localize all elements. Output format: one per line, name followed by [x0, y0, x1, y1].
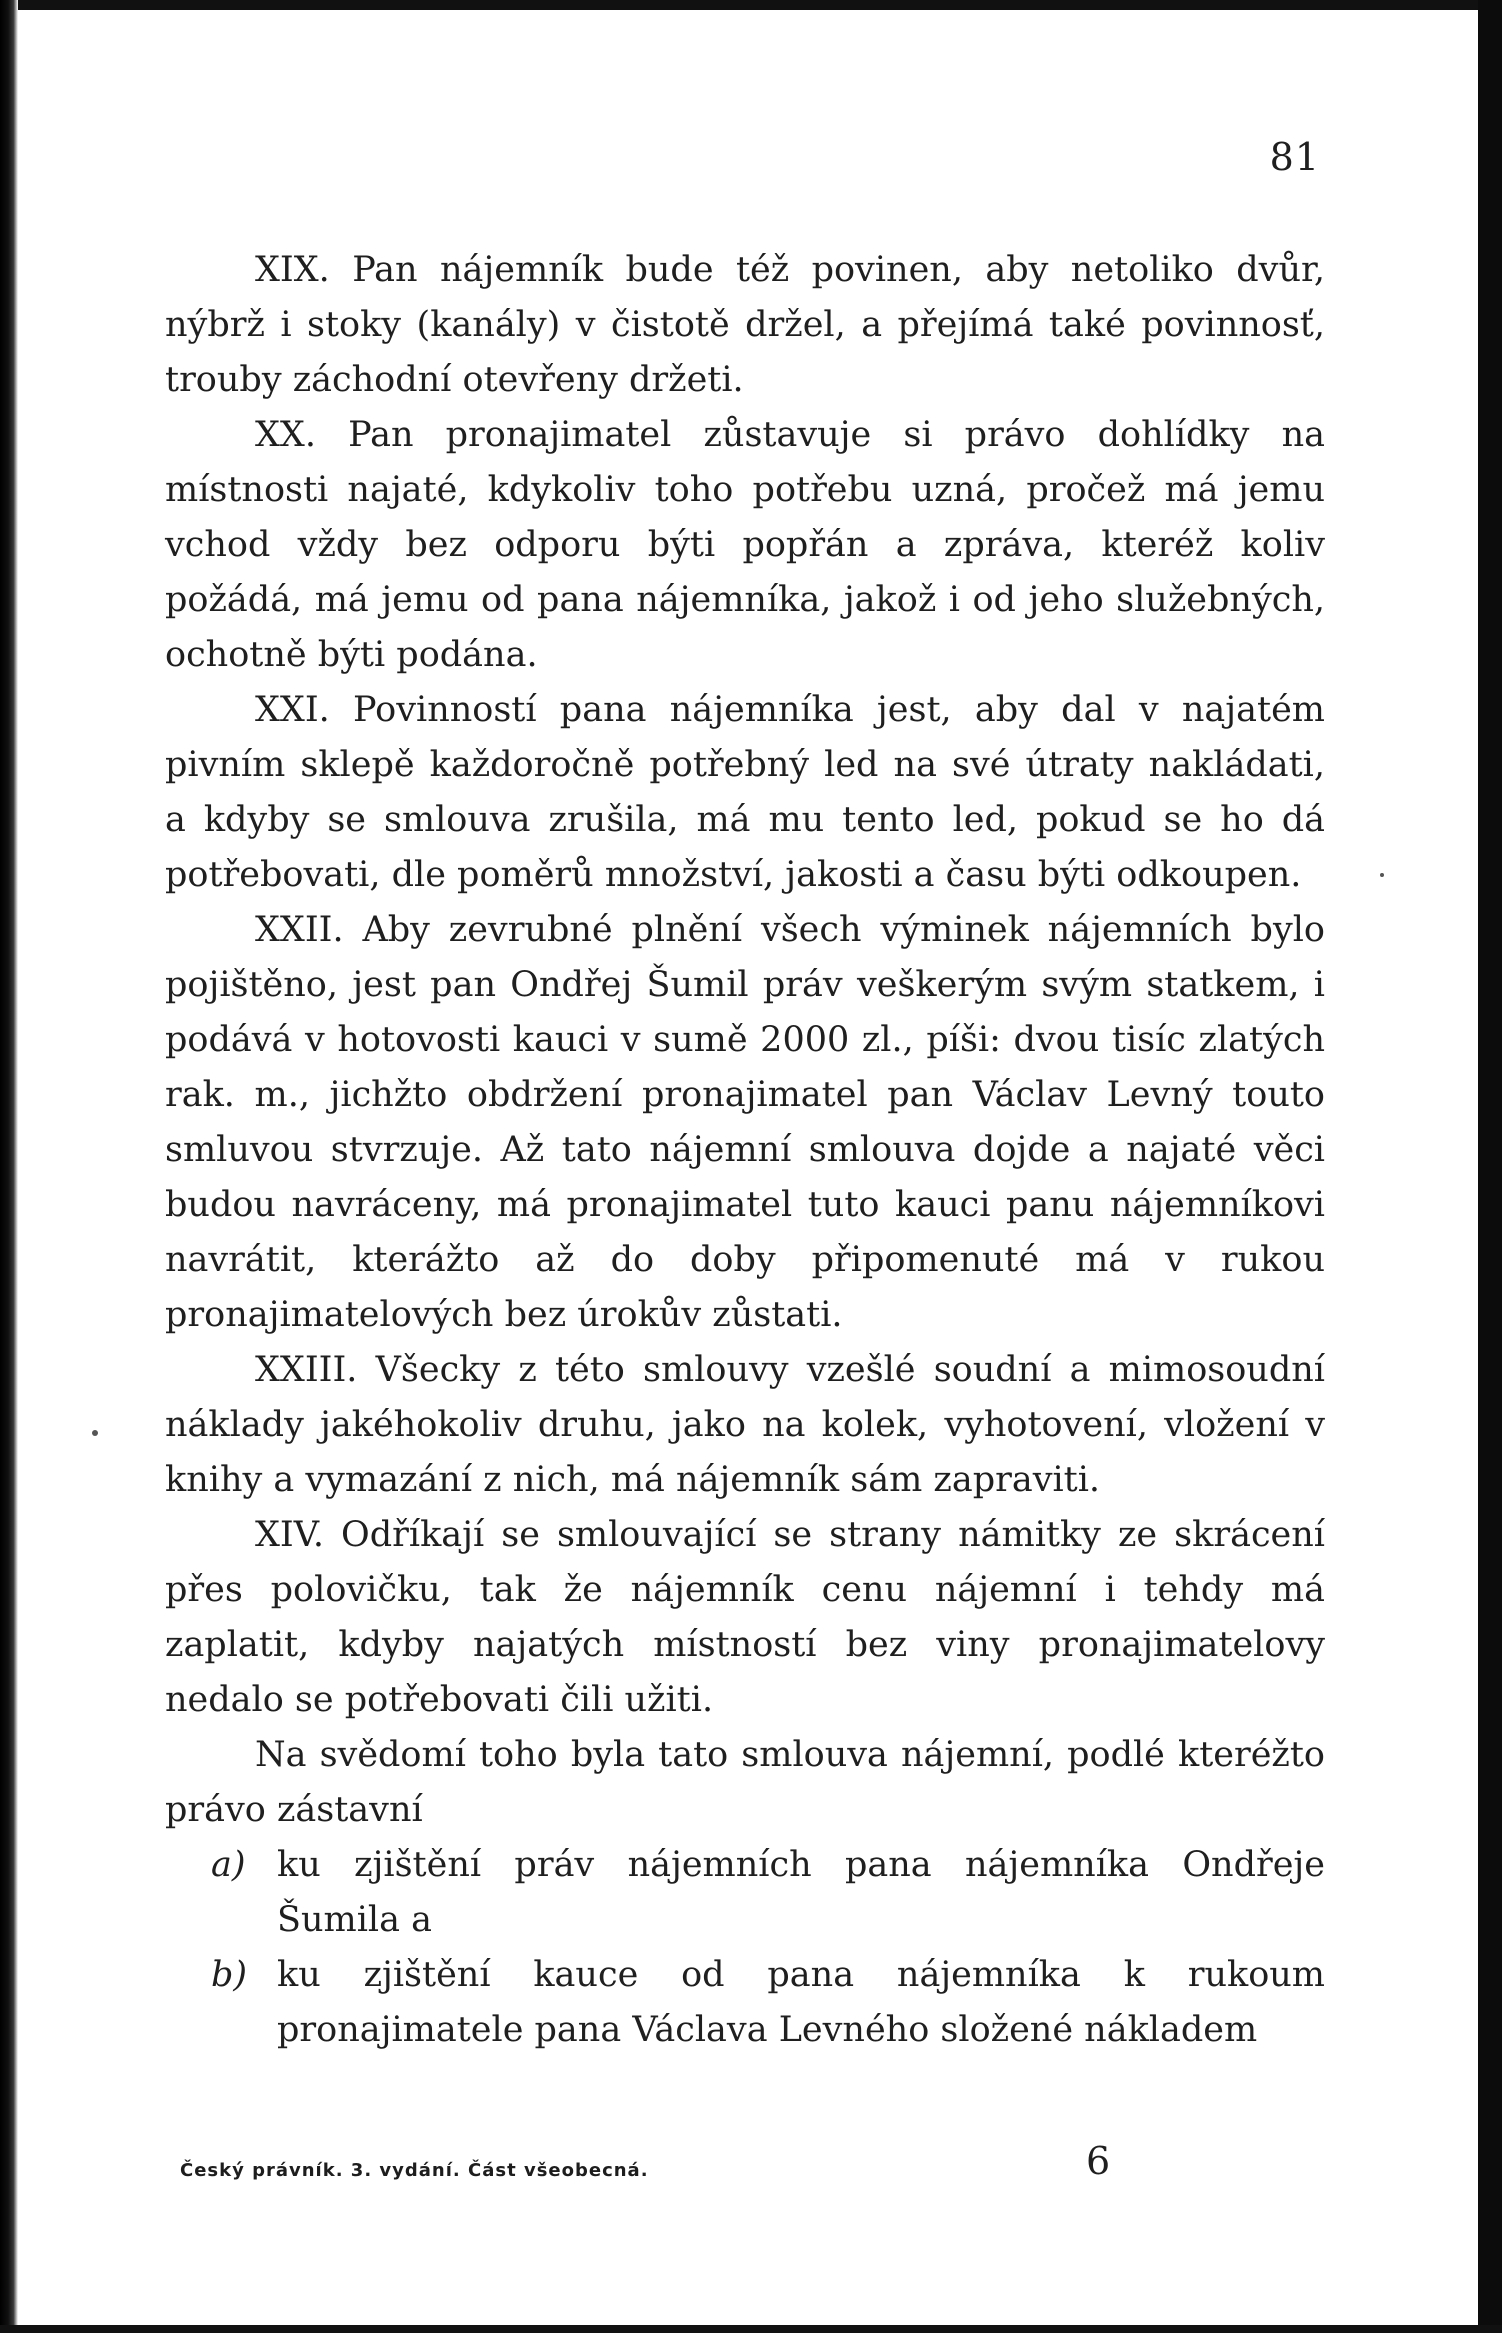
list-item-b	[165, 1948, 1325, 2058]
closing-paragraph: Na svědomí toho byla tato smlouva nájemní, podlé kteréžto právo zástavní	[165, 1735, 1325, 1830]
scan-edge-left	[0, 0, 18, 2333]
scan-edge-bottom	[0, 2325, 1502, 2333]
list-text-b: ku zjištění kauce od pana nájemníka k rukoum pronajimatele pana Václava Levného složené nákladem	[277, 1955, 1325, 2050]
list-item-a	[165, 1838, 1325, 1948]
list-marker-b: b)	[211, 1955, 248, 1995]
page-number: 81	[1269, 135, 1320, 179]
scan-edge-top	[0, 0, 1502, 10]
document-body	[165, 243, 1325, 2058]
scan-edge-right	[1478, 0, 1502, 2333]
print-speck	[1380, 873, 1384, 877]
print-speck	[92, 1430, 98, 1436]
article-xxii: XXII. Aby zevrubné plnění všech výminek nájemních bylo pojištěno, jest pan Ondřej Šumil práv veškerým svým statkem, i podává v hotovosti kauci v sumě 2000 zl., píši: dvou tisíc zlatých rak. m., jichžto obdržení pronajimatel pan Václav Levný touto smluvou stvrzuje. Až tato nájemní smlouva dojde a najaté věci budou navráceny, má pronajimatel tuto kauci panu nájemníkovi navrátit, kterážto až do doby připomenuté má v rukou pronajimatelových bez úrokův zůstati.	[165, 910, 1325, 1335]
article-xx: XX. Pan pronajimatel zůstavuje si právo dohlídky na místnosti najaté, kdykoliv toho potřebu uzná, pročež má jemu vchod vždy bez odporu býti popřán a zpráva, kteréž koliv požádá, má jemu od pana nájemníka, jakož i od jeho služebných, ochotně býti podána.	[165, 415, 1325, 675]
list-text-a: ku zjištění práv nájemních pana nájemníka Ondřeje Šumila a	[277, 1845, 1325, 1940]
article-xxi: XXI. Povinností pana nájemníka jest, aby dal v najatém pivním sklepě každoročně potřebný led na své útraty nakládati, a kdyby se smlouva zrušila, má mu tento led, pokud se ho dá potřebovati, dle poměrů množství, jakosti a času býti odkoupen.	[165, 690, 1325, 895]
article-xxiii: XXIII. Všecky z této smlouvy vzešlé soudní a mimosoudní náklady jakéhokoliv druhu, jako na kolek, vyhotovení, vložení v knihy a vymazání z nich, má nájemník sám zapraviti.	[165, 1350, 1325, 1500]
article-xiv: XIV. Odříkají se smlouvající se strany námitky ze skrácení přes polovičku, tak že nájemník cenu nájemní i tehdy má zaplatit, kdyby najatých místností bez viny pronajimatelovy nedalo se potřebovati čili užiti.	[165, 1515, 1325, 1720]
article-xix: XIX. Pan nájemník bude též povinen, aby netoliko dvůr, nýbrž i stoky (kanály) v čistotě držel, a přejímá také povinnosť, trouby záchodní otevřeny držeti.	[165, 250, 1325, 400]
list-marker-a: a)	[211, 1845, 246, 1885]
signature-number: 6	[1086, 2139, 1111, 2183]
page-footer: Český právník. 3. vydání. Část všeobecná.	[180, 2160, 649, 2181]
